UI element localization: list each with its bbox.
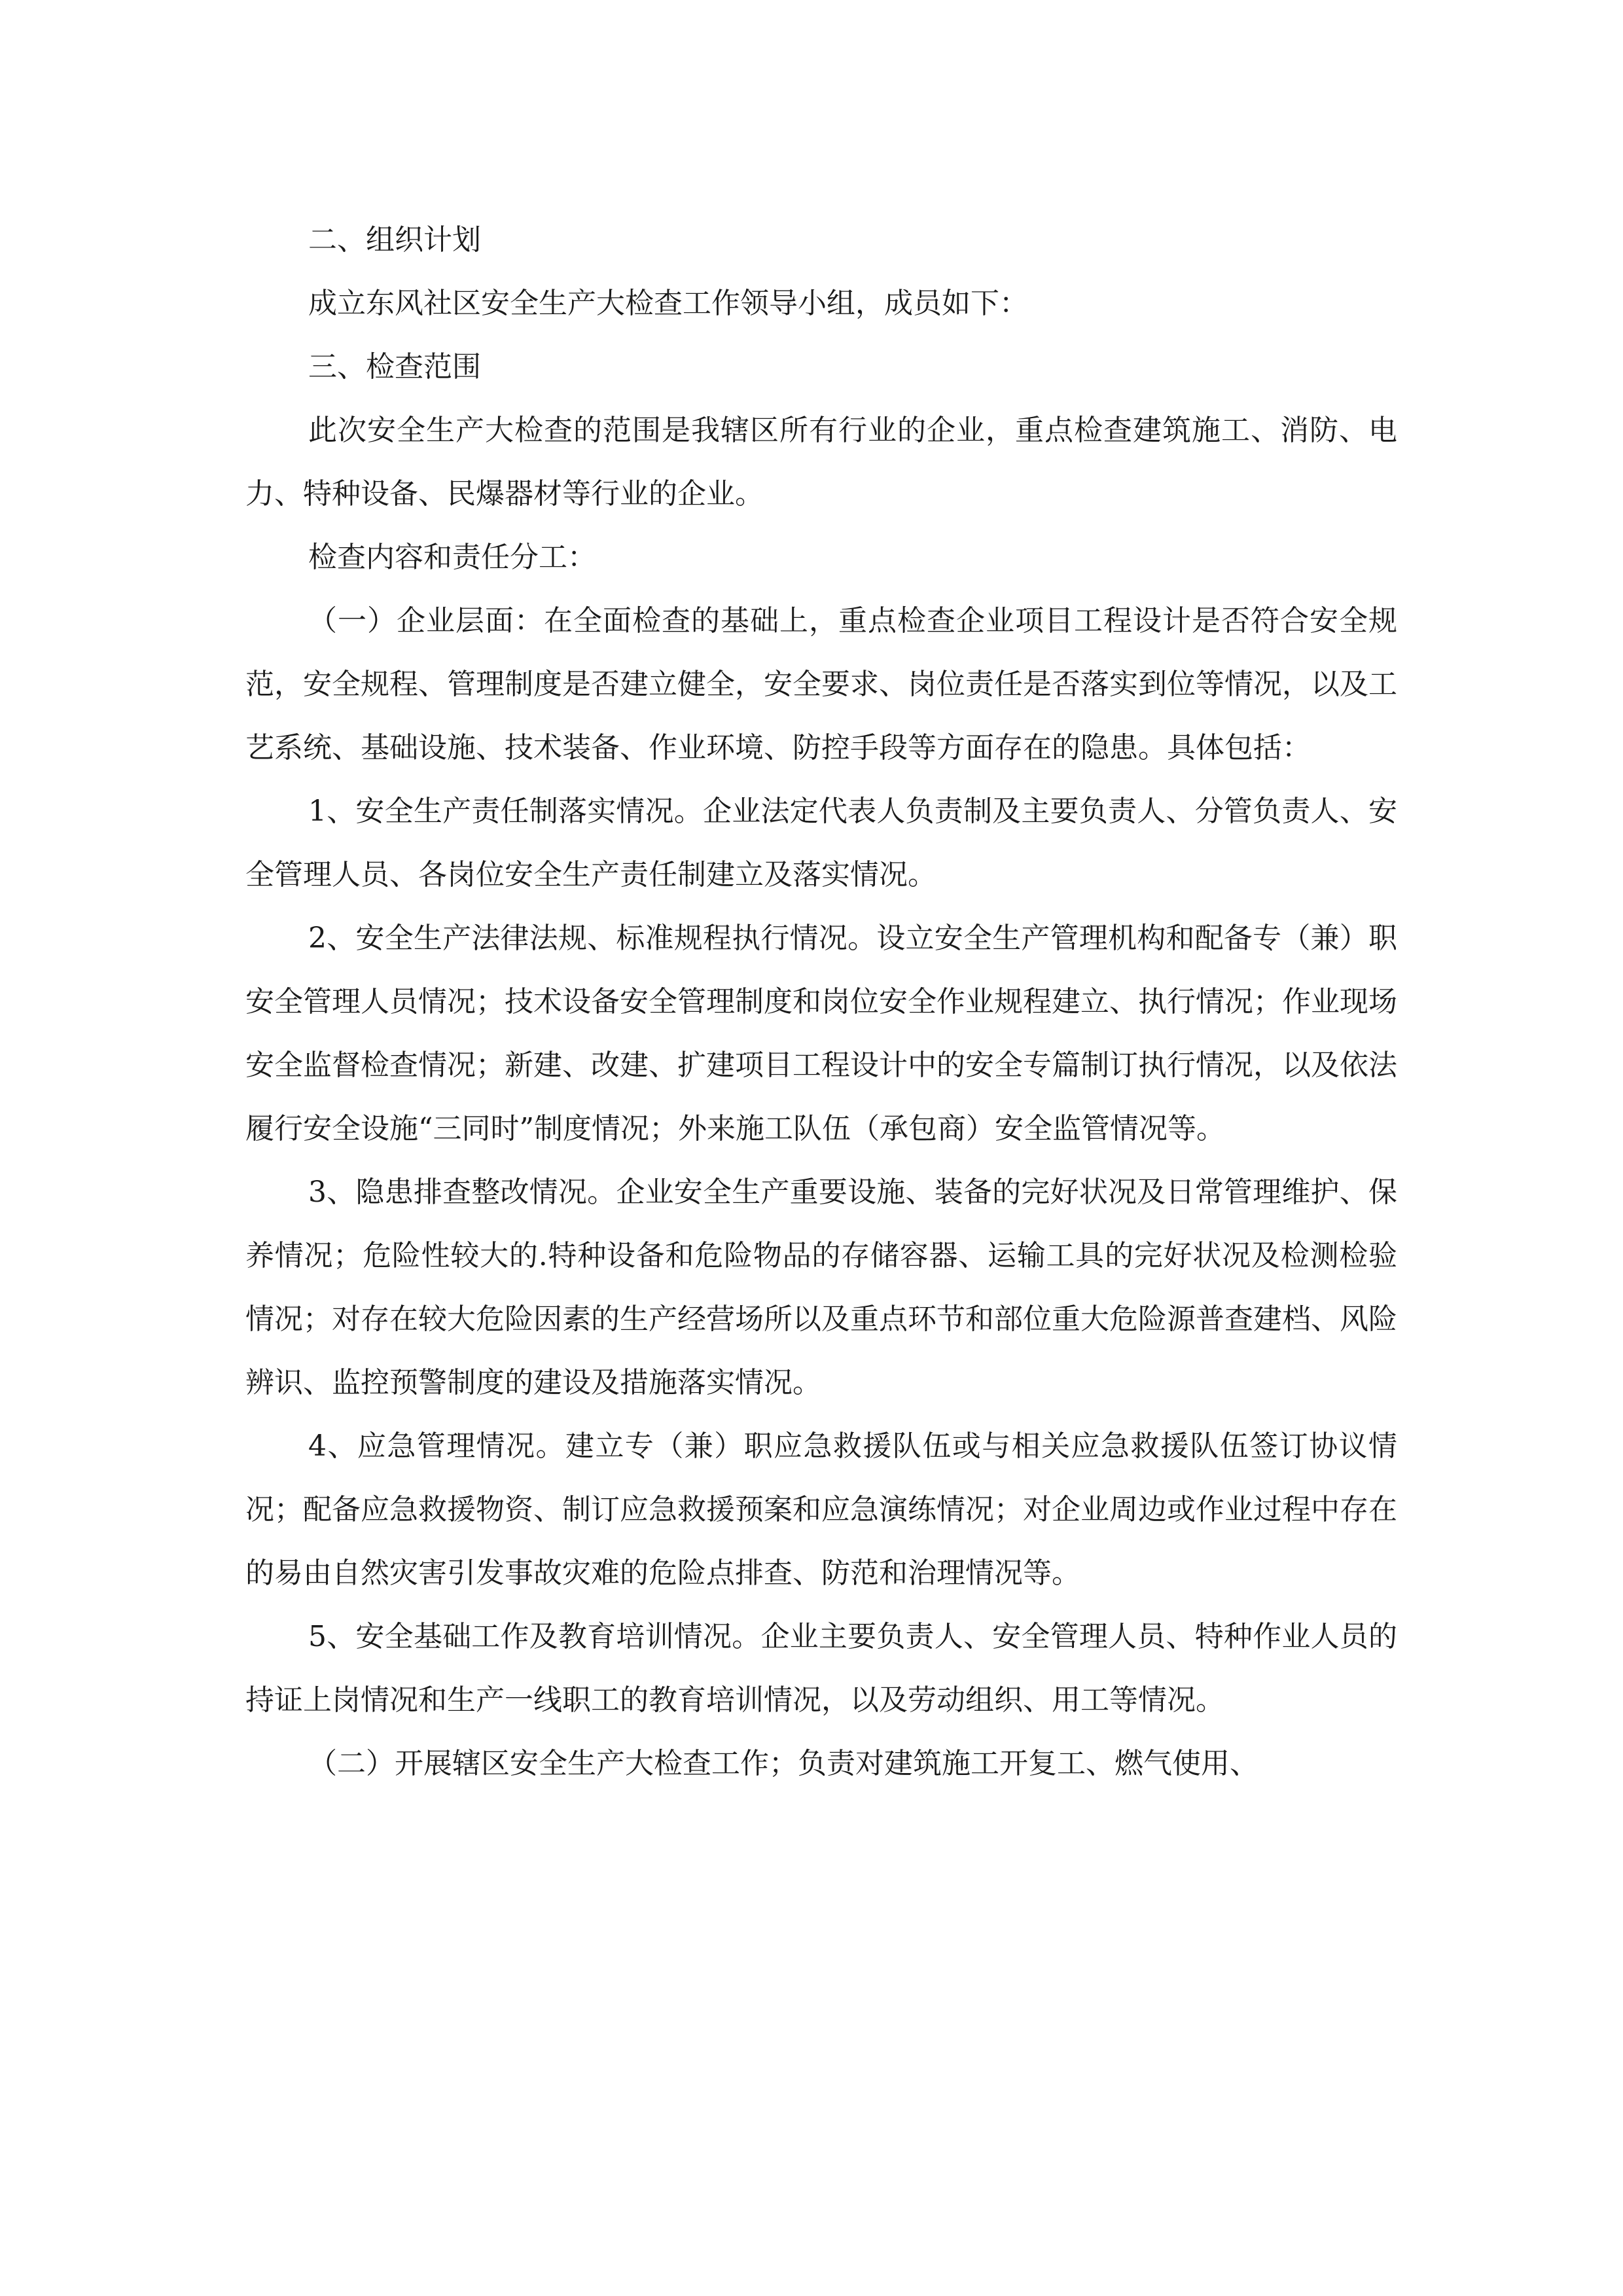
paragraph-enterprise-level: （一）企业层面：在全面检查的基础上，重点检查企业项目工程设计是否符合安全规范，安全规程、管理制度是否建立健全，安全要求、岗位责任是否落实到位等情况，以及工艺系统、基础设施、技术装备、作业环境、防控手段等方面存在的隐患。具体包括：: [245, 604, 1397, 764]
paragraph-item-4: 4、应急管理情况。建立专（兼）职应急救援队伍或与相关应急救援队伍签订协议情况；配备应急救援物资、制订应急救援预案和应急演练情况；对企业周边或作业过程中存在的易由自然灾害引发事故灾难的危险点排查、防范和治理情况等。: [245, 1429, 1397, 1590]
paragraph-item-5: 5、安全基础工作及教育培训情况。企业主要负责人、安全管理人员、特种作业人员的持证上岗情况和生产一线职工的教育培训情况，以及劳动组织、用工等情况。: [245, 1620, 1397, 1717]
paragraph-scope: 此次安全生产大检查的范围是我辖区所有行业的企业，重点检查建筑施工、消防、电力、特种设备、民爆器材等行业的企业。: [245, 414, 1397, 511]
paragraph-leadership-group: 成立东风社区安全生产大检查工作领导小组，成员如下：: [308, 287, 1028, 320]
paragraph-item-1: 1、安全生产责任制落实情况。企业法定代表人负责制及主要负责人、分管负责人、安全管理人员、各岗位安全生产责任制建立及落实情况。: [245, 795, 1397, 891]
paragraph-district-inspection: （二）开展辖区安全生产大检查工作；负责对建筑施工开复工、燃气使用、: [308, 1747, 1258, 1780]
paragraph-item-2: 2、安全生产法律法规、标准规程执行情况。设立安全生产管理机构和配备专（兼）职安全管理人员情况；技术设备安全管理制度和岗位安全作业规程建立、执行情况；作业现场安全监督检查情况；新建、改建、扩建项目工程设计中的安全专篇制订执行情况，以及依法履行安全设施“三同时”制度情况；外来施工队伍（承包商）安全监管情况等。: [245, 922, 1397, 1145]
section-heading-organization: 二、组织计划: [308, 223, 481, 257]
section-heading-scope: 三、检查范围: [308, 350, 481, 384]
document-body: [245, 208, 1397, 1795]
paragraph-content-heading: 检查内容和责任分工：: [308, 541, 596, 574]
paragraph-item-3: 3、隐患排查整改情况。企业安全生产重要设施、装备的完好状况及日常管理维护、保养情况；危险性较大的.特种设备和危险物品的存储容器、运输工具的完好状况及检测检验情况；对存在较大危险因素的生产经营场所以及重点环节和部位重大危险源普查建档、风险辨识、监控预警制度的建设及措施落实情况。: [245, 1175, 1397, 1399]
